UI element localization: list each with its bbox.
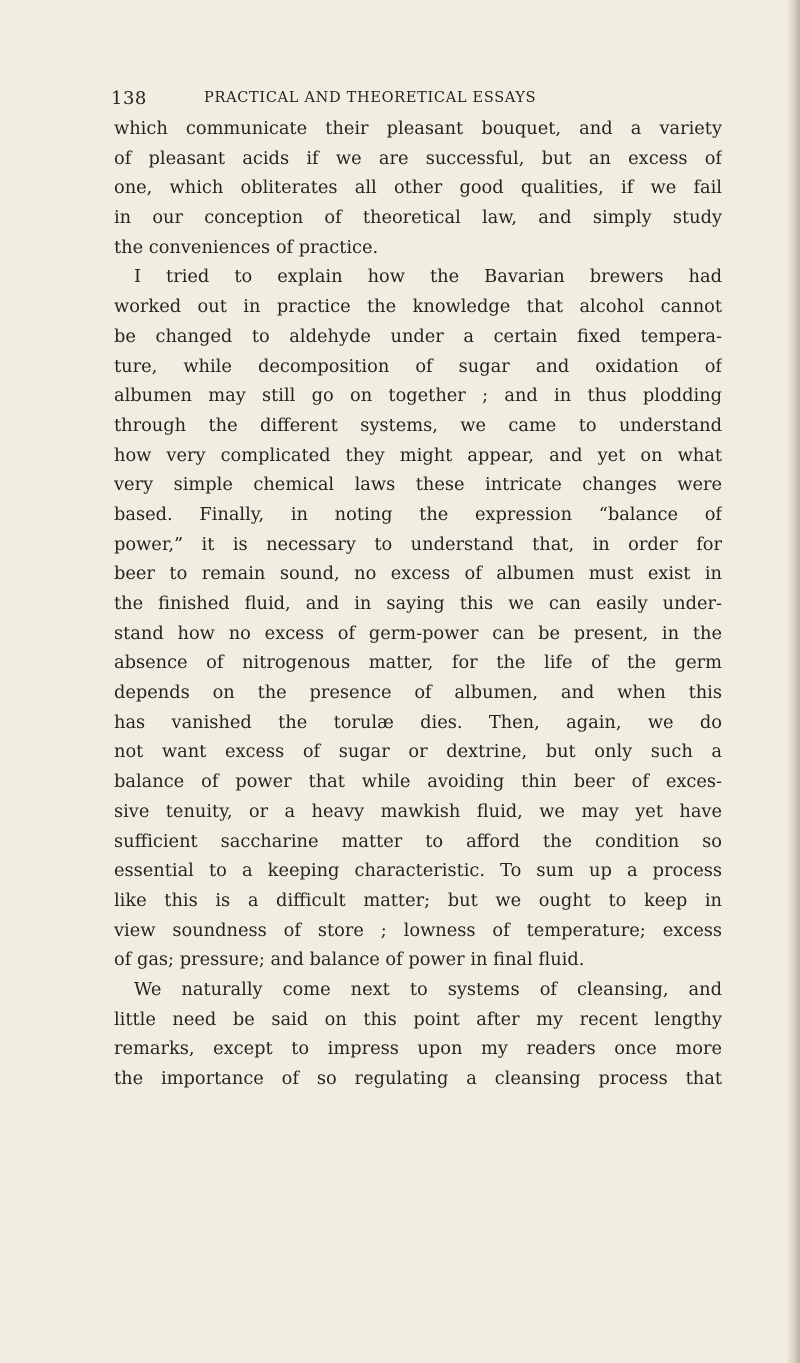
page-edge-shadow — [786, 0, 800, 1363]
text-line: not want excess of sugar or dextrine, but only such a — [114, 741, 722, 763]
text-line: I tried to explain how the Bavarian brewers had — [134, 266, 722, 288]
text-line: view soundness of store ; lowness of temperature; excess — [114, 919, 722, 941]
page-number: 138 — [111, 88, 147, 109]
text-line: of pleasant acids if we are successful, but an excess of — [114, 147, 722, 169]
text-line: be changed to aldehyde under a certain fixed tempera- — [114, 325, 722, 347]
text-line: based. Finally, in noting the expression “balance of — [114, 503, 722, 525]
text-line: sive tenuity, or a heavy mawkish fluid, we may yet have — [114, 800, 722, 822]
text-line: depends on the presence of albumen, and when this — [114, 682, 722, 704]
text-line: the importance of so regulating a cleansing process that — [114, 1068, 722, 1089]
text-line: like this is a difficult matter; but we ought to keep in — [114, 889, 722, 911]
text-line: albumen may still go on together ; and in thus plodding — [114, 385, 722, 407]
body-text — [114, 114, 722, 1094]
text-line: how very complicated they might appear, and yet on what — [114, 444, 722, 466]
text-line: little need be said on this point after my recent lengthy — [114, 1008, 722, 1030]
text-line: through the different systems, we came to understand — [114, 414, 722, 436]
text-line: one, which obliterates all other good qualities, if we fail — [114, 177, 722, 199]
text-line: ture, while decomposition of sugar and oxidation of — [114, 355, 722, 377]
text-line: worked out in practice the knowledge that alcohol cannot — [114, 296, 722, 318]
text-line: absence of nitrogenous matter, for the life of the germ — [114, 652, 722, 674]
text-line: beer to remain sound, no excess of albumen must exist in — [114, 563, 722, 585]
text-line: has vanished the torulæ dies. Then, again, we do — [114, 711, 722, 733]
text-line: in our conception of theoretical law, and simply study — [114, 207, 722, 229]
text-line: very simple chemical laws these intricate changes were — [114, 474, 722, 496]
running-head: PRACTICAL AND THEORETICAL ESSAYS — [204, 90, 537, 106]
text-line: balance of power that while avoiding thin beer of exces- — [114, 771, 722, 793]
text-line: the finished fluid, and in saying this we can easily under- — [114, 593, 722, 614]
text-line: the conveniences of practice. — [114, 236, 379, 258]
text-line: essential to a keeping characteristic. To sum up a process — [114, 860, 722, 882]
text-line: stand how no excess of germ-power can be present, in the — [114, 622, 722, 644]
text-line: of gas; pressure; and balance of power in final fluid. — [114, 949, 585, 971]
text-line: We naturally come next to systems of cleansing, and — [134, 978, 722, 1000]
text-line: remarks, except to impress upon my readers once more — [114, 1038, 722, 1060]
text-line: sufficient saccharine matter to afford the condition so — [114, 830, 722, 852]
text-line: which communicate their pleasant bouquet, and a variety — [114, 118, 722, 139]
text-line: power,” it is necessary to understand that, in order for — [114, 533, 722, 555]
